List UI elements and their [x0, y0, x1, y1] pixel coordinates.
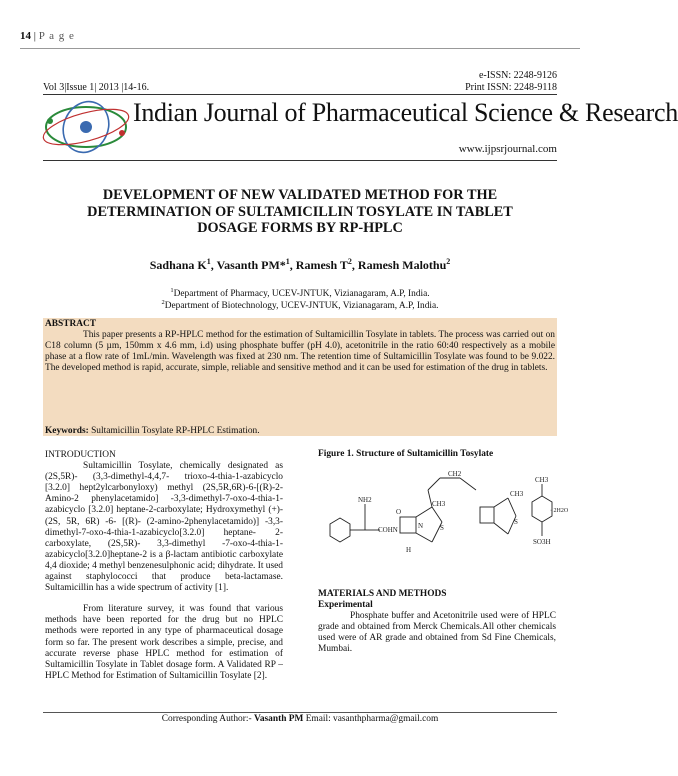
author-list: Sadhana $K^1$, Vasanth PM*$^1$, Ramesh $T^2$, Ramesh Malothu$^2$	[149, 257, 451, 272]
author-affiliation-mark: 2	[446, 257, 451, 266]
experimental-subheading: Experimental	[318, 600, 373, 610]
author-name: Ramesh Malothu	[357, 258, 447, 272]
structure-label-so3h: SO3H	[533, 538, 551, 546]
volume-info: Vol 3|Issue 1| 2013 |14-16.	[43, 82, 150, 93]
structure-label-s: S	[514, 518, 518, 526]
author-affiliation-mark: 2	[347, 257, 352, 266]
structure-label-nh2: NH2	[358, 496, 372, 504]
author-name: Ramesh T	[295, 258, 348, 272]
e-issn: e-ISSN: 2248-9126	[478, 70, 557, 81]
abstract-heading: ABSTRACT	[45, 319, 97, 329]
author-name: Vasanth PM*	[216, 258, 286, 272]
author-affiliation-mark: 1	[206, 257, 211, 266]
structure-label-o: O	[396, 508, 402, 516]
materials-heading: MATERIALS AND METHODS	[318, 589, 447, 599]
header-divider	[20, 48, 580, 49]
print-issn: Print ISSN: 2248-9118	[465, 82, 557, 93]
structure-label-ch3: CH3	[432, 500, 446, 508]
introduction-paragraph: Sultamicillin Tosylate, chemically designated as (2S,5R)- (3,3-dimethyl-4,4,7- trioxo-4-thia-1-azabicyclo [3.2.0] hept2ylcarbonyloxy) methyl (2S,5R,6R)-6-[(R)-2-Amino-2 phenylacetamido] -3,3-dimethyl-7-oxo-4-thia-1-azabicyclo [3.2.0] heptane-2-carboxylate; Hydroxymethyl (+)- (2S, 5R, 6R) -6- [(R)- (2-amino-2phenylacetamido)] -3,3-dimethyl-7-oxo-4-thia-1-azabicyclo[3.2.0] heptane- 2-carboxylate, (2S,5R)- 3,3-dimethyl -7-oxo-4-thia-1-azabicyclo[3.2.0]heptane-2 is a β-lactam antibiotic carboxylate 4,4 dioxide; 4 methyl benzenesulphonic acid; dihydrate. It used against staphylococci that produce beta-lactamase. Sultamicillin has a wide spectrum of activity [1].	[45, 461, 283, 594]
structure-label-cohn: COHN	[378, 526, 398, 534]
article-title: DEVELOPMENT OF NEW VALIDATED METHOD FOR THE DETERMINATION OF SULTAMICILLIN TOSYLATE IN TABLET DOSAGE FORMS BY RP-HPLC	[87, 187, 513, 236]
abstract-text: This paper presents a RP-HPLC method for the estimation of Sultamicillin Tosylate in tablets. The process was carried out on C18 column (5 µm, 150mm x 4.6 mm, i.d) using phosphate buffer (pH 4.0), acetonitrile in the ratio 60:40 respectively as a mobile phase at a flow rate of 1mL/min. Wavelength was fixed at 230 nm. The retention time of Sultamicillin Tosylate was found to be 9.022. The developed method is rapid, accurate, simple, reliable and sensitive method and it can be used for estimation of the drug in tablets.	[45, 330, 555, 374]
structure-label-water: · 2H2O	[550, 508, 569, 514]
journal-name: Indian Journal of Pharmaceutical Science & Research	[133, 98, 678, 127]
introduction-paragraph: From literature survey, it was found that various methods have been reported for the drug but no HPLC methods were reported in any type of pharmaceutical dosage form so far. The present work describes a simple, precise, and accurate reverse phase HPLC method for estimation of Sultamicillin Tosylate in Tablet dosage form. A Validated RP – HPLC Method for Estimation of Sultamicillin Tosylate [2].	[45, 604, 283, 681]
structure-label-n: N	[418, 522, 424, 530]
page-number: 14 | P a g e	[20, 30, 75, 42]
structure-label-ch3: CH3	[510, 490, 524, 498]
affiliation: $^1$Department of Pharmacy, UCEV-JNTUK, Vizianagaram, A.P, India.	[170, 287, 430, 300]
structure-label-s: S	[440, 524, 444, 532]
journal-logo	[36, 95, 136, 157]
structure-label-ch2: CH2	[448, 470, 462, 478]
author-name: Sadhana K	[149, 258, 207, 272]
figure-caption: Figure 1. Structure of Sultamicillin Tosylate	[318, 449, 494, 459]
structure-label-ch3: CH3	[535, 476, 549, 484]
structure-label-h: H	[406, 546, 412, 554]
introduction-heading: INTRODUCTION	[45, 450, 116, 460]
affiliation: $^2$Department of Biotechnology, UCEV-JNTUK, Vizianagaram, A.P, India.	[161, 299, 439, 312]
chemical-structure-figure	[310, 462, 569, 572]
journal-header-rule-bottom	[43, 160, 557, 161]
keywords: Keywords: Sultamicillin Tosylate RP-HPLC Estimation.	[45, 426, 260, 436]
materials-paragraph: Phosphate buffer and Acetonitrile used were of HPLC grade and obtained from Merck Chemicals.All other chemicals used were of AR grade and obtained from Sd Fine Chemicals, Mumbai.	[318, 611, 556, 655]
author-affiliation-mark: 1	[285, 257, 290, 266]
footer-divider	[43, 712, 557, 713]
corresponding-author-footer: Corresponding Author:- Vasanth PM Email: vasanthpharma@gmail.com	[161, 714, 439, 724]
journal-website: www.ijpsrjournal.com	[458, 143, 557, 155]
introduction-section	[45, 450, 283, 682]
